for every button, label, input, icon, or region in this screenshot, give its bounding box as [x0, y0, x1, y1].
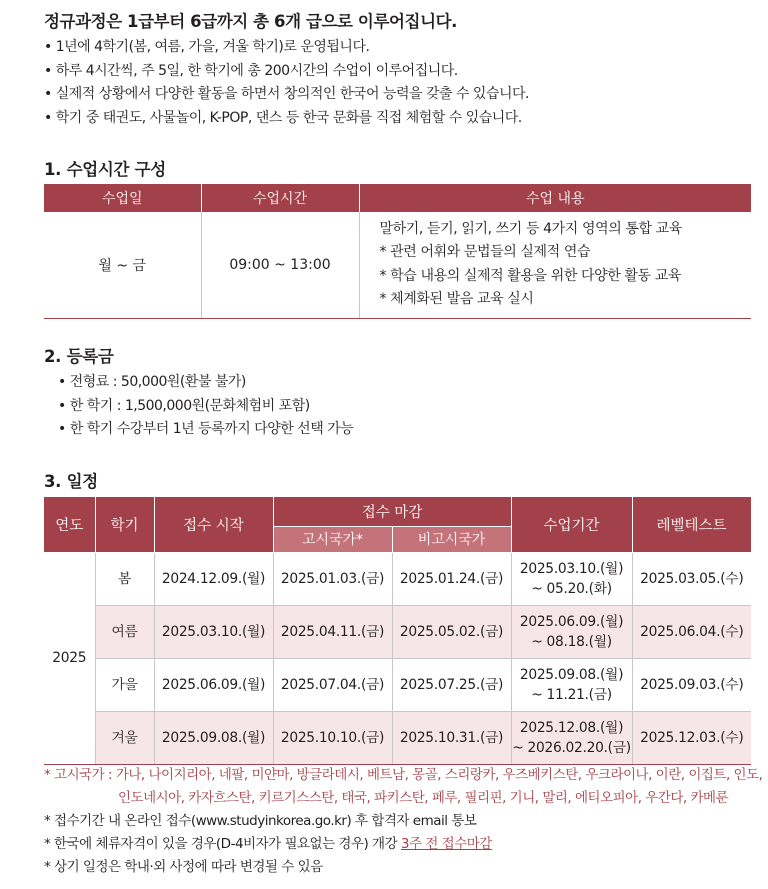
deadline-other-cell: 2025.07.25.(금) [392, 658, 511, 711]
term-cell: 겨울 [95, 711, 154, 764]
header-deadline-notice: 고시국가* [273, 526, 392, 552]
period-cell: 2025.03.10.(월) ~ 05.20.(화) [511, 552, 632, 605]
header-deadline: 접수 마감 [273, 497, 511, 526]
content-line: 말하기, 듣기, 읽기, 쓰기 등 4가지 영역의 통합 교육 [379, 220, 682, 237]
intro-bullet-list [44, 36, 529, 130]
deadline-other-cell: 2025.01.24.(금) [392, 552, 511, 605]
start-cell: 2025.06.09.(월) [154, 658, 273, 711]
schedule-title: 3. 일정 [44, 472, 98, 491]
table-row [44, 552, 751, 605]
list-item: • 학기 중 태권도, 사물놀이, K-POP, 댄스 등 한국 문화를 직접 체험할 수 있습니다. [44, 107, 529, 131]
table-header: 수업일 [44, 184, 201, 212]
deadline-notice-cell: 2025.04.11.(금) [273, 605, 392, 658]
deadline-notice-cell: 2025.01.03.(금) [273, 552, 392, 605]
table-row [44, 711, 751, 764]
list-item: • 한 학기 : 1,500,000원(문화체험비 포함) [58, 395, 353, 419]
table-row [44, 658, 751, 711]
schedule-table [44, 497, 752, 765]
level-test-cell: 2025.06.04.(수) [632, 605, 751, 658]
period-cell: 2025.06.09.(월) ~ 08.18.(월) [511, 605, 632, 658]
period-cell: 2025.12.08.(월) ~ 2026.02.20.(금) [511, 711, 632, 764]
level-test-cell: 2025.09.03.(수) [632, 658, 751, 711]
content-line: * 학습 내용의 실제적 활용을 위한 다양한 활동 교육 [379, 267, 681, 284]
content-line: * 체계화된 발음 교육 실시 [379, 291, 534, 308]
table-row [44, 605, 751, 658]
online-apply-note: * 접수기간 내 온라인 접수(www.studyinkorea.go.kr) 후 합격자 email 통보 [44, 813, 477, 829]
term-cell: 봄 [95, 552, 154, 605]
notice-countries-line: 인도네시아, 카자흐스탄, 키르기스스탄, 태국, 파키스탄, 페루, 필리핀, 기니, 말리, 에티오피아, 우간다, 카메룬 [118, 790, 729, 806]
deadline-other-cell: 2025.10.31.(금) [392, 711, 511, 764]
start-cell: 2025.09.08.(월) [154, 711, 273, 764]
header-deadline-other: 비고시국가 [392, 526, 511, 552]
schedule-notes [44, 764, 762, 879]
table-header: 수업 내용 [359, 184, 751, 212]
header-year: 연도 [44, 497, 95, 552]
list-item: • 실제적 상황에서 다양한 활동을 하면서 창의적인 한국어 능력을 갖출 수 있습니다. [44, 83, 529, 107]
deadline-notice-cell: 2025.07.04.(금) [273, 658, 392, 711]
class-time-table [44, 184, 751, 319]
period-cell: 2025.09.08.(월) ~ 11.21.(금) [511, 658, 632, 711]
tuition-title: 2. 등록금 [44, 347, 114, 366]
header-term: 학기 [95, 497, 154, 552]
table-header: 수업시간 [201, 184, 359, 212]
term-cell: 여름 [95, 605, 154, 658]
deadline-notice-cell: 2025.10.10.(금) [273, 711, 392, 764]
class-time-title: 1. 수업시간 구성 [44, 160, 166, 179]
start-cell: 2025.03.10.(월) [154, 605, 273, 658]
intro-title: 정규과정은 1급부터 6급까지 총 6개 급으로 이루어집니다. [44, 12, 458, 31]
level-test-cell: 2025.03.05.(수) [632, 552, 751, 605]
list-item: • 하루 4시간씩, 주 5일, 한 학기에 총 200시간의 수업이 이루어집니다. [44, 60, 529, 84]
term-cell: 가을 [95, 658, 154, 711]
class-content [359, 212, 751, 318]
visa-note: * 한국에 체류자격이 있을 경우(D-4비자가 필요없는 경우) 개강 3주 전 접수마감 [44, 836, 492, 852]
header-period: 수업기간 [511, 497, 632, 552]
notice-countries-line: * 고시국가 : 가나, 나이지리아, 네팔, 미얀마, 방글라데시, 베트남, 몽골, 스리랑카, 우즈베키스탄, 우크라이나, 이란, 이집트, 인도, [44, 767, 763, 783]
class-time: 09:00 ~ 13:00 [201, 212, 359, 318]
year-cell: 2025 [44, 552, 95, 764]
list-item: • 한 학기 수강부터 1년 등록까지 다양한 선택 가능 [58, 418, 353, 442]
header-level-test: 레벨테스트 [632, 497, 751, 552]
class-day: 월 ~ 금 [44, 212, 201, 318]
deadline-highlight: 3주 전 접수마감 [400, 836, 492, 852]
tuition-bullet-list [58, 371, 353, 442]
start-cell: 2024.12.09.(월) [154, 552, 273, 605]
list-item: • 전형료 : 50,000원(환불 불가) [58, 371, 353, 395]
deadline-other-cell: 2025.05.02.(금) [392, 605, 511, 658]
header-start: 접수 시작 [154, 497, 273, 552]
level-test-cell: 2025.12.03.(수) [632, 711, 751, 764]
change-note: * 상기 일정은 학내·외 사정에 따라 변경될 수 있음 [44, 859, 323, 875]
list-item: • 1년에 4학기(봄, 여름, 가을, 겨울 학기)로 운영됩니다. [44, 36, 529, 60]
content-line: * 관련 어휘와 문법들의 실제적 연습 [379, 244, 591, 261]
